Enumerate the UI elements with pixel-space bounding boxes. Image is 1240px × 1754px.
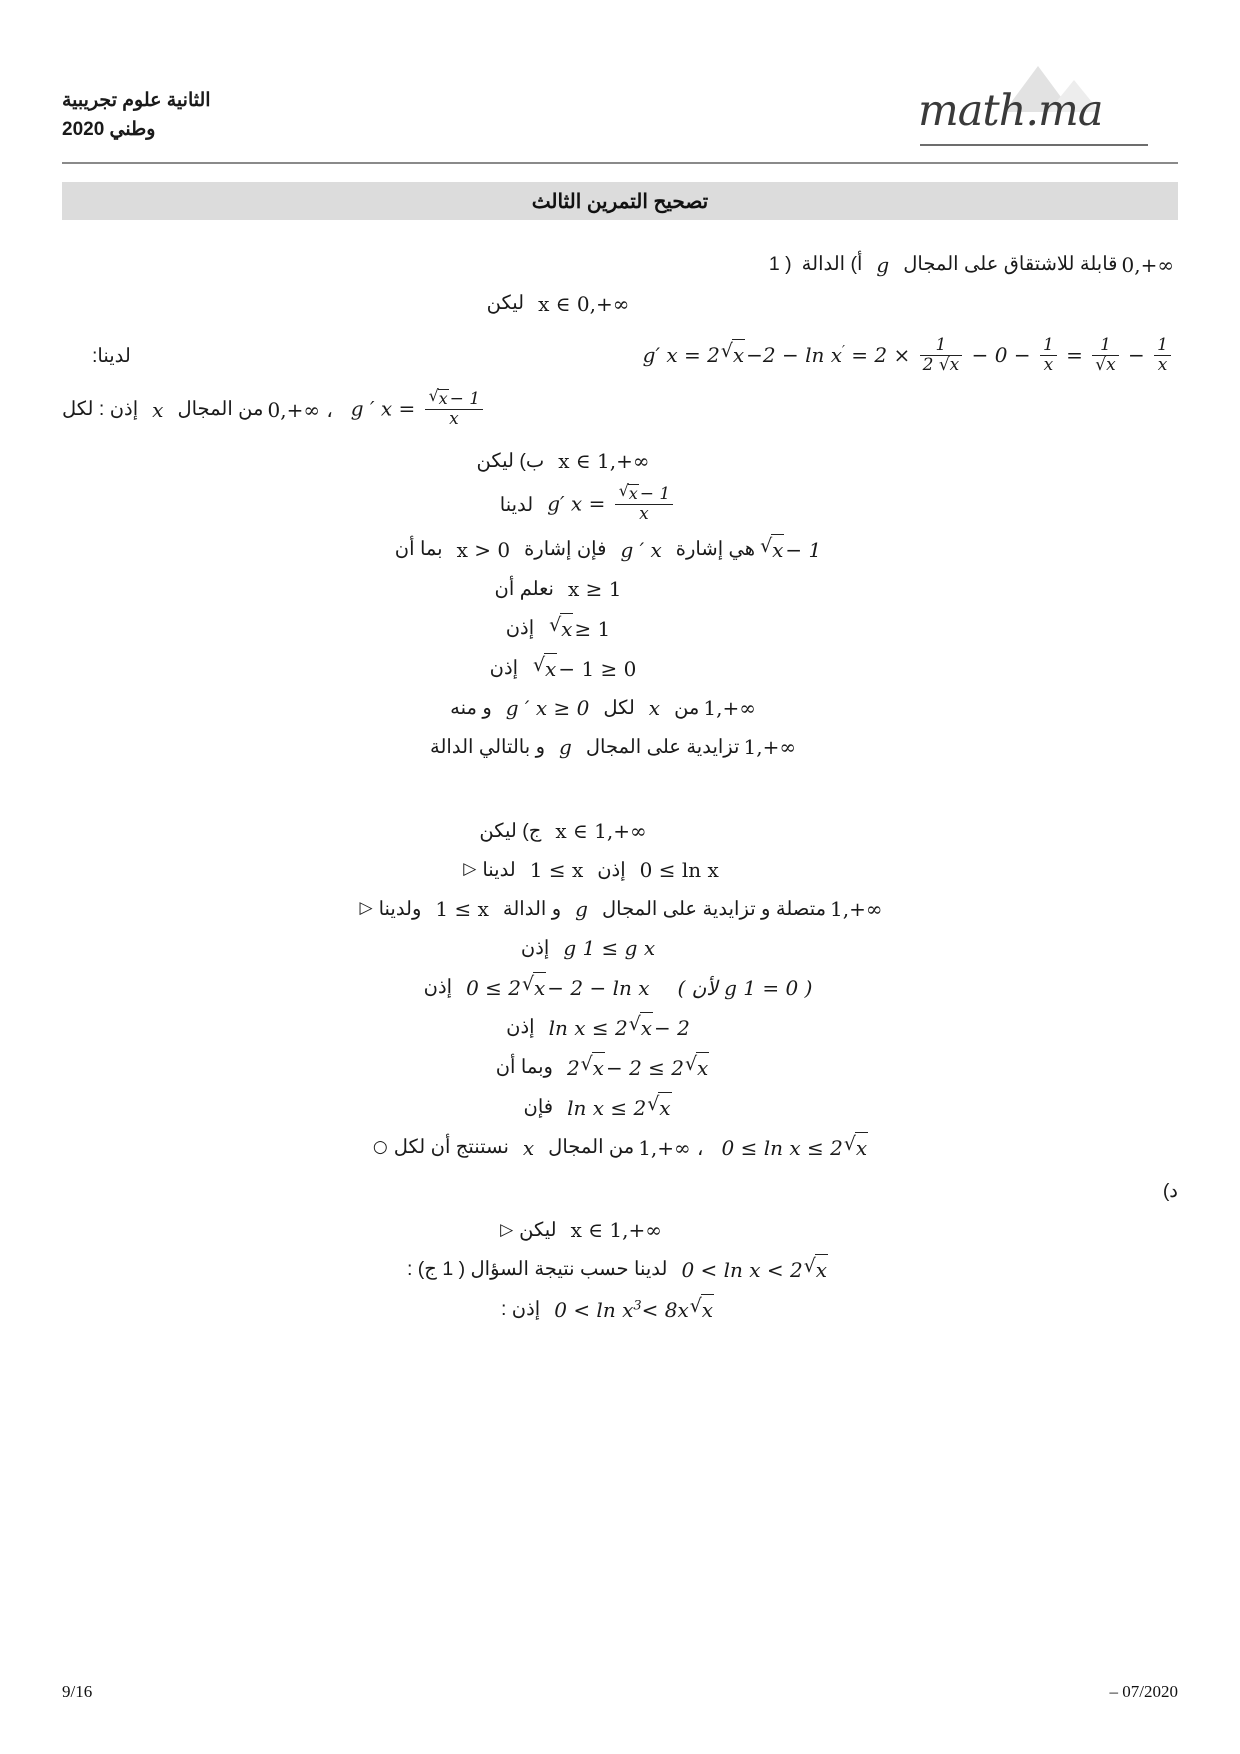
text-then: فإن bbox=[523, 1096, 554, 1119]
math-g-prime-2: g′ x = √ $\frac{x - 1}{x}$ bbox=[543, 485, 680, 525]
math-g1-le-gx: g 1 ≤ g x bbox=[563, 936, 656, 961]
math-0-le-2sqrtx-minus2-lnx: 0 ≤ 2 √ x − 2 − ln x bbox=[462, 972, 653, 1003]
exercise-body bbox=[62, 250, 1178, 1325]
page-header bbox=[62, 60, 1178, 156]
math-lnx-le-2sqrtx-minus2: ln x ≤ 2 √ x − 2 bbox=[545, 1012, 694, 1043]
text-derivable: قابلة للاشتقاق على المجال bbox=[903, 253, 1118, 276]
brand-underline bbox=[920, 144, 1148, 146]
text-sign-of: هي إشارة bbox=[675, 538, 756, 561]
text-c-so: إذن bbox=[597, 858, 626, 881]
line-since-2sqrtx bbox=[62, 1052, 1178, 1083]
text-so-5: إذن bbox=[506, 1016, 535, 1039]
math-1-le-x-2: 1 ≤ x bbox=[435, 897, 489, 922]
text-d-from-result: لدينا حسب نتيجة السؤال ( 1 ج) : bbox=[406, 1258, 668, 1281]
exam-name: وطني 2020 bbox=[62, 119, 156, 141]
site-logo bbox=[918, 60, 1178, 150]
text-so-1: إذن bbox=[505, 617, 535, 640]
exercise-title: تصحيح التمرين الثالث bbox=[62, 182, 1178, 220]
text-continuous-increasing: متصلة و تزايدية على المجال bbox=[601, 897, 827, 920]
math-interval-0inf-2: 0,+∞ ، bbox=[267, 398, 333, 423]
text-and-we-have: ولدينا bbox=[378, 897, 422, 920]
line-sign-argument bbox=[62, 534, 1178, 565]
brand-wordmark: math.ma bbox=[918, 86, 1103, 136]
triangle-bullet-icon-3: ▷ bbox=[500, 1219, 514, 1240]
header-divider bbox=[62, 162, 1178, 164]
label-1: ( 1 bbox=[768, 253, 792, 276]
line-then-lnx-le-2sqrtx bbox=[62, 1092, 1178, 1123]
math-x-var: x bbox=[152, 398, 164, 423]
math-0-lt-lnx-cubed-lt-8xsqrtx: $0 < \ln x^3< 8x$ √ x bbox=[550, 1294, 719, 1325]
text-b-let: ب) ليكن bbox=[476, 449, 545, 472]
text-so-for-all: إذن : لكل bbox=[62, 398, 139, 421]
text-and-since: وبما أن bbox=[495, 1056, 553, 1079]
line-0-le-2sqrtx bbox=[62, 972, 1178, 1003]
text-let: ليكن bbox=[486, 292, 525, 315]
math-x-in-1inf-3: x ∈ 1,+∞ bbox=[570, 1218, 662, 1243]
exam-level: الثانية علوم تجريبية bbox=[62, 90, 211, 111]
math-sqrtx-minus-1-ge-0: √ x − 1 ≥ 0 bbox=[528, 653, 640, 684]
frac-1-over-x-2: $\frac{1}{x}$ bbox=[1154, 336, 1171, 375]
text-from-interval: من المجال bbox=[177, 398, 264, 421]
text-for-all: لكل bbox=[603, 696, 635, 719]
line-g-increasing bbox=[62, 732, 1178, 762]
math-reason-g1-zero: ( لأن g 1 = 0 ) bbox=[677, 975, 813, 1000]
header-meta bbox=[62, 60, 211, 145]
math-interval-1inf: 1,+∞ bbox=[703, 696, 756, 721]
line-1c-let bbox=[62, 816, 1178, 846]
text-hence: و منه bbox=[450, 696, 492, 719]
page-footer bbox=[62, 1682, 1178, 1702]
text-and-fn: و الدالة bbox=[502, 897, 562, 920]
line-g1-le-gx bbox=[62, 933, 1178, 963]
math-sqrtx-ge-1: √ x ≥ 1 bbox=[544, 613, 614, 644]
footer-date: – 07/2020 bbox=[1109, 1682, 1178, 1701]
line-lnx-le-2sqrtx-minus2 bbox=[62, 1012, 1178, 1043]
text-so-3: إذن bbox=[520, 936, 550, 959]
text-so-4: إذن bbox=[423, 976, 453, 999]
math-0-le-lnx-le-2sqrtx: 0 ≤ ln x ≤ 2 √ x bbox=[718, 1132, 874, 1163]
math-g-prime-result: g ′ x = √ $\frac{x - 1}{x}$ bbox=[347, 390, 490, 430]
text-we-know: نعلم أن bbox=[494, 577, 554, 600]
text-1a: أ) الدالة bbox=[801, 253, 863, 276]
text-conclude: نستنتج أن لكل bbox=[393, 1136, 509, 1159]
text-from: من bbox=[674, 696, 700, 719]
line-sqrtx-ge-1 bbox=[62, 613, 1178, 644]
math-interval-1inf-2: 1,+∞ bbox=[743, 735, 796, 760]
text-d-so: إذن : bbox=[500, 1298, 541, 1321]
triangle-bullet-icon: ▷ bbox=[463, 859, 477, 880]
line-let-x bbox=[62, 289, 1178, 319]
text-d-let: ليكن bbox=[519, 1218, 557, 1241]
line-c-continuous bbox=[62, 894, 1178, 924]
line-conclusion-c bbox=[62, 1132, 1178, 1163]
label-d: د) bbox=[1162, 1180, 1178, 1203]
math-interval-1inf-3: 1,+∞ bbox=[830, 897, 883, 922]
line-1a-conclusion bbox=[62, 390, 1178, 430]
math-x-in-1inf-2: x ∈ 1,+∞ bbox=[555, 819, 647, 844]
math-x-in-1inf: x ∈ 1,+∞ bbox=[558, 449, 650, 474]
line-know-x-ge-1 bbox=[62, 574, 1178, 604]
text-increasing-on: تزايدية على المجال bbox=[585, 735, 740, 758]
frac-1-over-2sqrtx: $\frac{1}{2 √x}$ bbox=[920, 336, 963, 375]
math-interval-1inf-4: 1,+∞ ، bbox=[638, 1135, 704, 1160]
line-hence-ge-0 bbox=[62, 693, 1178, 723]
line-1b-let bbox=[62, 446, 1178, 476]
line-d-cubed bbox=[62, 1294, 1178, 1325]
math-g-prime-x: g ′ x bbox=[620, 537, 662, 562]
line-derivative bbox=[62, 337, 1178, 376]
math-sqrt-x-1: x bbox=[732, 339, 745, 370]
text-therefore-fn: و بالتالي الدالة bbox=[430, 735, 546, 758]
line-1a bbox=[62, 250, 1178, 280]
frac-1-over-sqrtx: $\frac{1}{√x}$ bbox=[1092, 336, 1118, 375]
text-c-let: ج) ليكن bbox=[479, 819, 542, 842]
line-d-from-1c bbox=[62, 1254, 1178, 1285]
math-g-prime-ge-0: g ′ x ≥ 0 bbox=[505, 696, 590, 721]
frac-sqrtx-minus-1-over-x: √ $\frac{x - 1}{x}$ bbox=[425, 389, 484, 429]
math-sqrtx-minus-1: √ x − 1 bbox=[755, 534, 825, 565]
circle-bullet-icon: ○ bbox=[372, 1136, 388, 1157]
math-lnx-le-2sqrtx: ln x ≤ 2 √ x bbox=[563, 1092, 676, 1123]
text-so-2: إذن bbox=[489, 657, 519, 680]
line-d-label bbox=[62, 1177, 1178, 1206]
text-since: بما أن bbox=[394, 538, 443, 561]
text-b-have: لدينا bbox=[499, 493, 534, 516]
math-x-in-0inf: x ∈ 0,+∞ bbox=[538, 292, 630, 316]
text-we-have: لدينا: bbox=[92, 344, 131, 367]
text-from-interval-2: من المجال bbox=[548, 1136, 635, 1159]
math-interval-0inf: 0,+∞ bbox=[1121, 253, 1174, 277]
math-2sqrtx-minus2-le-2sqrtx: 2 √ x − 2 ≤ 2 √ x bbox=[563, 1052, 714, 1083]
math-x-ge-1: x ≥ 1 bbox=[567, 577, 622, 602]
line-1b-have bbox=[62, 485, 1178, 525]
math-x-var-3: x bbox=[522, 1135, 535, 1160]
text-c-have: لدينا bbox=[482, 858, 516, 881]
triangle-bullet-icon-2: ▷ bbox=[359, 898, 373, 919]
page-number: 9/16 bbox=[62, 1682, 93, 1701]
math-g-2: g bbox=[559, 735, 572, 760]
math-g-3: g bbox=[575, 897, 588, 922]
math-1-le-x: 1 ≤ x bbox=[529, 858, 584, 883]
line-d-let bbox=[62, 1215, 1178, 1245]
line-c-have-ln bbox=[62, 855, 1178, 885]
frac-sqrtx-minus-1-over-x-2: √ $\frac{x - 1}{x}$ bbox=[615, 484, 674, 524]
line-sqrtx-minus-1-ge-0 bbox=[62, 653, 1178, 684]
math-derivative-expression: g′ x = 2 √ x −2 − ln x′ = 2 × $\frac{1}{2 √x}$ − 0 − $\frac{1}{x}$ = $\frac{1}{√x}$ − $\frac{1}{x}$ bbox=[639, 337, 1178, 376]
math-x-var-2: x bbox=[648, 696, 661, 721]
math-g: g bbox=[876, 253, 890, 277]
frac-1-over-x: $\frac{1}{x}$ bbox=[1040, 336, 1057, 375]
math-0-lt-lnx-lt-2sqrtx: 0 < ln x < 2 √ x bbox=[677, 1254, 833, 1285]
text-then-sign: فإن إشارة bbox=[524, 538, 607, 561]
math-0-le-lnx: 0 ≤ ln x bbox=[639, 858, 719, 883]
math-x-gt-0: x > 0 bbox=[456, 537, 511, 562]
